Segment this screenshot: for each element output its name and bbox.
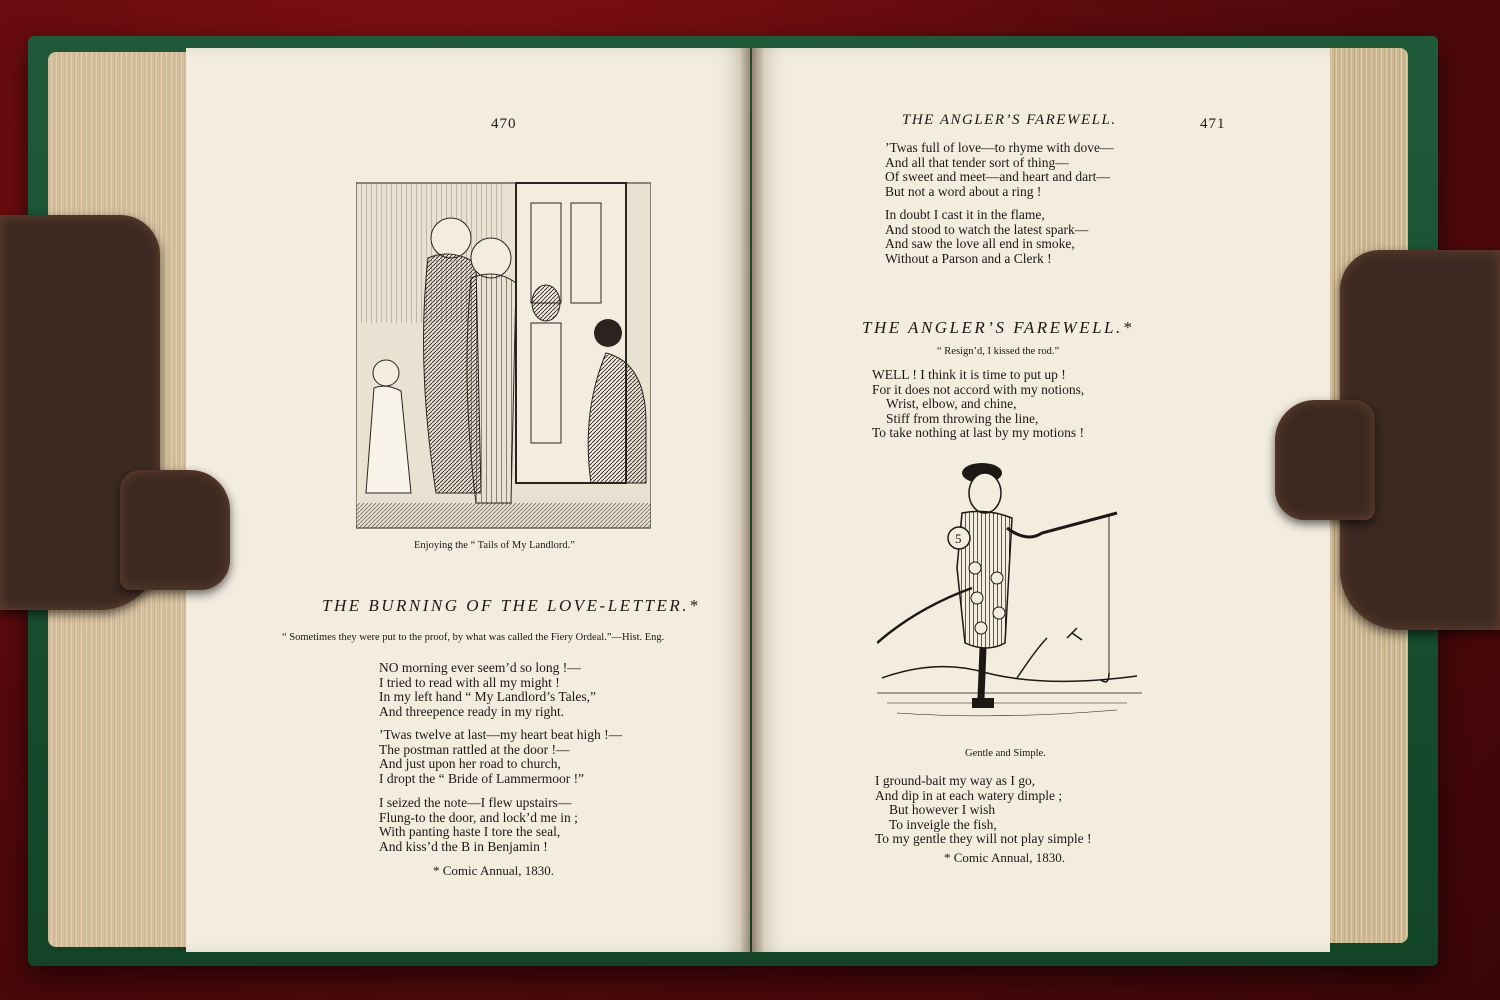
verse-line: I ground-bait my way as I go, (875, 773, 1036, 788)
love-letter-stanza-1 (379, 661, 596, 719)
love-letter-footnote: * Comic Annual, 1830. (433, 863, 554, 878)
anglers-farewell-stanza-2 (875, 774, 1092, 847)
verse-line: ’Twas full of love—to rhyme with dove— (885, 140, 1114, 155)
left-clip-tab (120, 470, 230, 590)
verse-line: Without a Parson and a Clerk ! (885, 250, 1052, 266)
love-letter-title: THE BURNING OF THE LOVE-LETTER.* (322, 596, 700, 615)
verse-line: But not a word about a ring ! (885, 183, 1042, 199)
verse-line: To my gentle they will not play simple ! (875, 831, 1092, 847)
love-letter-stanza-5 (885, 208, 1088, 266)
verse-line: Of sweet and meet—and heart and dart— (885, 169, 1110, 185)
verse-line: And all that tender sort of thing— (885, 154, 1069, 170)
verse-line: I seized the note—I flew upstairs— (379, 795, 572, 810)
angler-caption: Gentle and Simple. (965, 748, 1046, 759)
book-gutter (740, 48, 764, 952)
svg-text:5: 5 (955, 531, 962, 546)
verse-line: In doubt I cast it in the flame, (885, 207, 1045, 222)
verse-line: Flung-to the door, and lock’d me in ; (379, 809, 578, 825)
love-letter-stanza-4 (885, 141, 1114, 199)
anglers-farewell-stanza-1 (872, 368, 1084, 441)
verse-line: I tried to read with all my might ! (379, 674, 560, 690)
verse-line: And just upon her road to church, (379, 756, 561, 772)
verse-line: To inveigle the fish, (889, 816, 997, 832)
verse-line: But however I wish (889, 802, 996, 818)
love-letter-stanza-2 (379, 728, 622, 786)
verse-line: NO morning ever seem’d so long !— (379, 660, 581, 675)
love-letter-stanza-3 (379, 796, 578, 854)
verse-line: With panting haste I tore the seal, (379, 824, 561, 840)
verse-line: WELL ! I think it is time to put up ! (872, 367, 1066, 382)
verse-line: For it does not accord with my notions, (872, 381, 1085, 397)
anglers-farewell-title: THE ANGLER’S FAREWELL.* (862, 318, 1134, 337)
verse-line: And stood to watch the latest spark— (885, 221, 1089, 237)
love-letter-epigraph: “ Sometimes they were put to the proof, by what was called the Fiery Ordeal.”—Hist. Eng. (282, 632, 665, 643)
anglers-farewell-footnote: * Comic Annual, 1830. (944, 850, 1065, 865)
verse-line: In my left hand “ My Landlord’s Tales,” (379, 689, 597, 705)
right-page-number: 471 (1200, 116, 1226, 132)
landlord-illustration (356, 163, 651, 533)
verse-line: Stiff from throwing the line, (886, 410, 1039, 426)
verse-line: The postman rattled at the door !— (379, 741, 570, 757)
right-page (752, 48, 1330, 952)
verse-line: I dropt the “ Bride of Lammermoor !” (379, 770, 585, 786)
angler-illustration (877, 448, 1147, 738)
running-head: THE ANGLER’S FAREWELL. (902, 112, 1117, 128)
right-clip-tab (1275, 400, 1375, 520)
verse-line: And dip in at each watery dimple ; (875, 787, 1063, 803)
anglers-farewell-epigraph: “ Resign’d, I kissed the rod.” (937, 346, 1060, 357)
verse-line: Wrist, elbow, and chine, (886, 396, 1017, 412)
verse-line: And kiss’d the B in Benjamin ! (379, 838, 548, 854)
verse-line: And saw the love all end in smoke, (885, 236, 1075, 252)
verse-line: To take nothing at last by my motions ! (872, 425, 1085, 441)
left-page-number: 470 (491, 116, 517, 132)
verse-line: ’Twas twelve at last—my heart beat high !— (379, 727, 623, 742)
left-page (186, 48, 750, 952)
landlord-caption: Enjoying the “ Tails of My Landlord.” (414, 540, 575, 551)
verse-line: And threepence ready in my right. (379, 703, 565, 719)
